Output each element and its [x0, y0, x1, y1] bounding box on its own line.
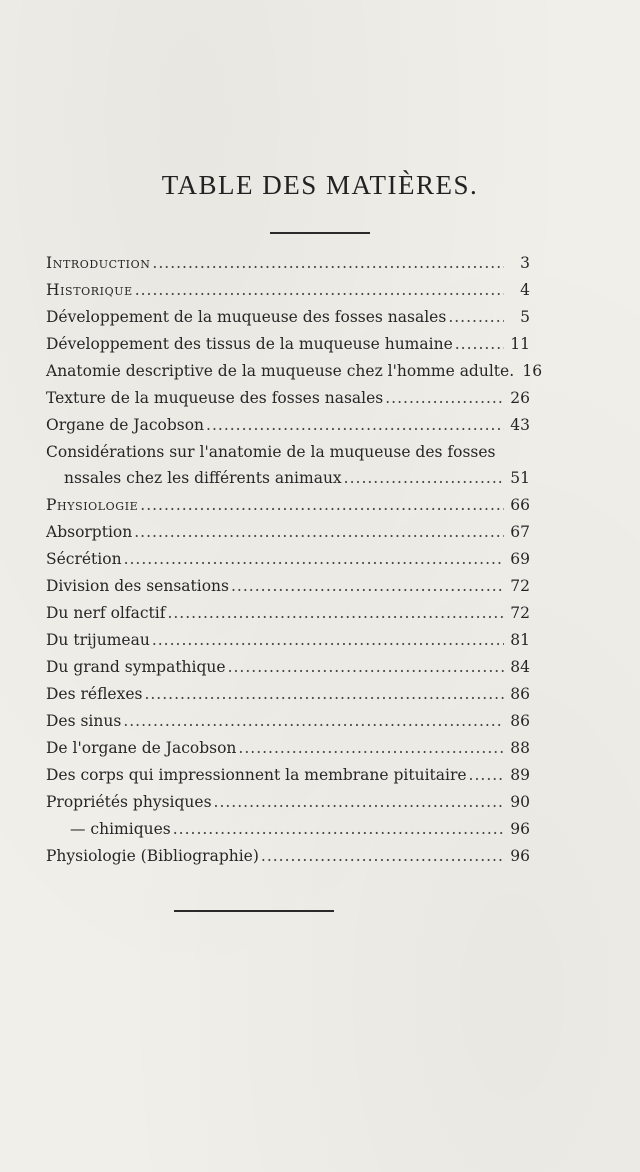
toc-label: De l'organe de Jacobson: [46, 739, 237, 757]
toc-entry: [46, 519, 530, 546]
toc-entry: [46, 708, 530, 735]
toc-page-number: 90: [510, 793, 530, 811]
dot-leader: [238, 735, 504, 762]
toc-label: Du nerf olfactif: [46, 604, 166, 622]
dot-leader: [228, 654, 504, 681]
toc-label: Des réflexes: [46, 685, 143, 703]
bottom-divider: [174, 910, 334, 912]
dot-leader: [344, 465, 504, 492]
toc-entry: [46, 843, 530, 870]
toc-page-number: 86: [510, 685, 530, 703]
toc-page-number: 67: [510, 523, 530, 541]
toc-label: Introduction: [46, 254, 151, 272]
dot-leader: [134, 519, 504, 546]
toc-page-number: 3: [520, 254, 530, 272]
toc-entry: [46, 762, 530, 789]
toc-entry: [46, 681, 530, 708]
dot-leader: [144, 681, 504, 708]
toc-label: Historique: [46, 281, 133, 299]
toc-label: Du grand sympathique: [46, 658, 226, 676]
toc-entry: [46, 816, 530, 843]
toc-label: Division des sensations: [46, 577, 229, 595]
toc-label: Des sinus: [46, 712, 122, 730]
toc-page-number: 16: [522, 362, 543, 380]
dot-leader: [123, 708, 504, 735]
toc-entry: [46, 358, 543, 385]
toc-entry: [46, 277, 530, 304]
dot-leader: [135, 277, 504, 304]
toc-entry: [46, 735, 530, 762]
toc-page-number: 96: [510, 820, 530, 838]
toc-page-number: 86: [510, 712, 530, 730]
toc-label: Anatomie descriptive de la muqueuse chez l'homme adulte.: [46, 362, 515, 380]
toc-entry: [46, 465, 530, 492]
toc-label: nssales chez les différents animaux: [64, 469, 342, 487]
toc-page-number: 66: [510, 496, 530, 514]
toc-entry: [46, 250, 530, 277]
toc-label: Développement de la muqueuse des fosses nasales: [46, 308, 447, 326]
toc-label: Organe de Jacobson: [46, 416, 205, 434]
toc-entry: [46, 654, 530, 681]
toc-label: Physiologie (Bibliographie): [46, 847, 259, 865]
toc-page-number: 81: [510, 631, 530, 649]
dot-leader: [152, 627, 504, 654]
toc-label: Physiologie: [46, 496, 139, 514]
dot-leader: [231, 573, 504, 600]
toc-entry: [46, 304, 530, 331]
dot-leader: [167, 600, 504, 627]
toc-page-number: 89: [510, 766, 530, 784]
toc-label: Du trijumeau: [46, 631, 150, 649]
dot-leader: [173, 816, 504, 843]
toc-entry: [46, 573, 530, 600]
toc-page-number: 84: [510, 658, 530, 676]
toc-entry: [46, 439, 530, 465]
toc-page-number: 96: [510, 847, 530, 865]
dot-leader: [206, 412, 504, 439]
dot-leader: [140, 492, 504, 519]
dot-leader: [455, 331, 504, 358]
toc-label: Des corps qui impressionnent la membrane pituitaire: [46, 766, 467, 784]
toc-entry: [46, 627, 530, 654]
toc-label: Propriétés physiques: [46, 793, 212, 811]
dot-leader: [214, 789, 504, 816]
dot-leader: [385, 385, 504, 412]
toc-page-number: 11: [510, 335, 530, 353]
dot-leader: [448, 304, 504, 331]
toc-page-number: 88: [510, 739, 530, 757]
toc-page-number: 72: [510, 604, 530, 622]
toc-label: Considérations sur l'anatomie de la muqueuse des fosses: [46, 443, 496, 461]
toc-label: Texture de la muqueuse des fosses nasales: [46, 389, 384, 407]
dot-leader: [152, 250, 504, 277]
toc-page-number: 51: [510, 469, 530, 487]
toc-label: Absorption: [46, 523, 133, 541]
toc-entry: [46, 600, 530, 627]
dot-leader: [469, 762, 504, 789]
toc-label: — chimiques: [70, 820, 171, 838]
toc-entry: [46, 385, 530, 412]
toc-entry: [46, 412, 530, 439]
toc-entry: [46, 546, 530, 573]
toc-entry: [46, 331, 530, 358]
toc-page-number: 43: [510, 416, 530, 434]
dot-leader: [261, 843, 504, 870]
toc-label: Développement des tissus de la muqueuse humaine: [46, 335, 453, 353]
toc-entry: [46, 789, 530, 816]
toc-page-number: 72: [510, 577, 530, 595]
toc-page-number: 69: [510, 550, 530, 568]
toc-label: Sécrétion: [46, 550, 122, 568]
toc-page-number: 26: [510, 389, 530, 407]
dot-leader: [124, 546, 504, 573]
toc-page-number: 4: [520, 281, 530, 299]
table-of-contents: [46, 250, 543, 870]
toc-entry: [46, 492, 530, 519]
title-divider: [270, 232, 370, 234]
page-title: TABLE DES MATIÈRES.: [161, 170, 479, 200]
toc-page-number: 5: [520, 308, 530, 326]
